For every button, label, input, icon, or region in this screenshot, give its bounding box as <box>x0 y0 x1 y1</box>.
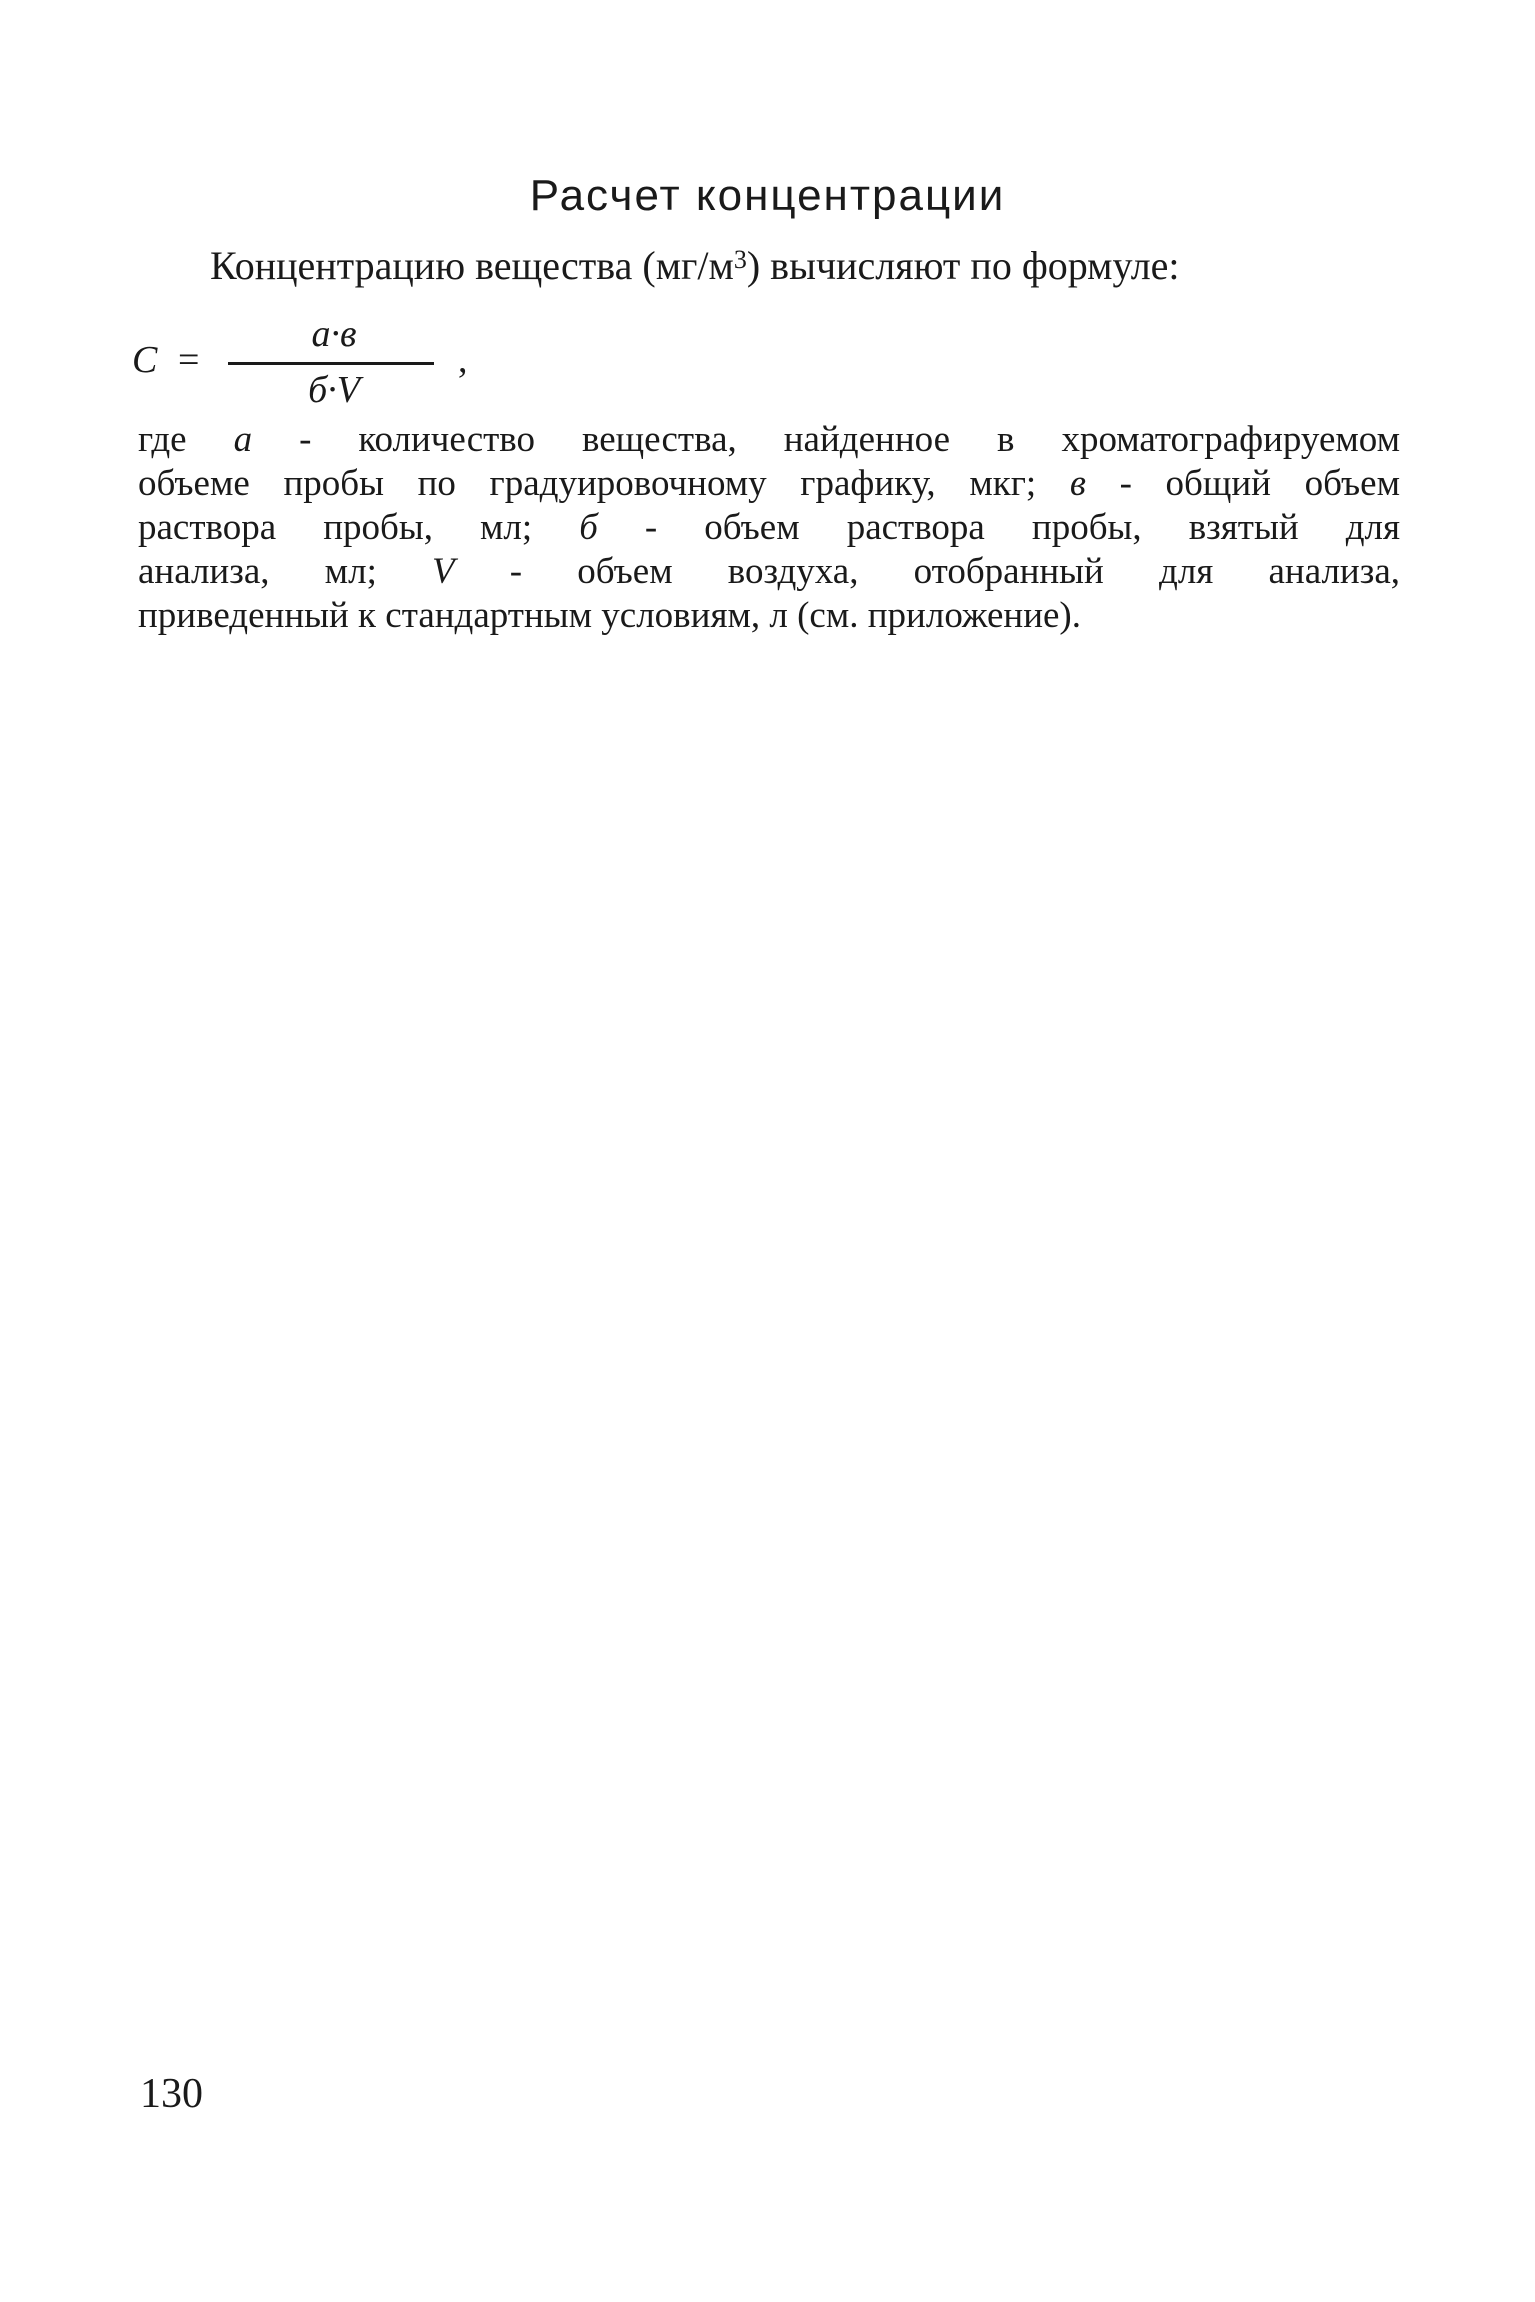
legend-line-2-pre: объеме пробы по градуировочному графику, мкг; <box>138 463 1070 504</box>
formula-denominator: б·V <box>308 369 360 411</box>
section-heading: Расчет концентрации <box>529 171 1006 220</box>
legend-line-3-pre: раствора пробы, мл; <box>138 507 580 548</box>
intro-superscript: 3 <box>733 245 747 274</box>
legend-line-5: приведенный к стандартным условиям, л (см. приложение). <box>138 595 1081 636</box>
legend-line-3-post: - объем раствора пробы, взятый для <box>597 507 1400 548</box>
intro-sentence <box>210 240 1180 292</box>
legend-line-1-pre: где <box>138 419 234 460</box>
legend-line-1 <box>138 418 1400 462</box>
formula-numerator: a·в <box>311 313 357 355</box>
intro-text-before: Концентрацию вещества (мг/м <box>210 243 734 288</box>
legend-var-a: a <box>233 419 253 460</box>
page-number: 130 <box>140 2071 203 2117</box>
concentration-formula <box>132 308 552 418</box>
legend-line-1-post: - количество вещества, найденное в хроматографируемом <box>252 419 1400 460</box>
legend-line-4-pre: анализа, мл; <box>138 551 433 592</box>
fraction-bar <box>228 362 434 365</box>
intro-text-after: ) вычисляют по формуле: <box>746 243 1180 288</box>
formula-equals: = <box>178 339 200 381</box>
formula-comma: , <box>458 339 468 381</box>
legend-line-4-post: - объем воздуха, отобранный для анализа, <box>454 551 1400 592</box>
legend-var-v: в <box>1069 463 1086 504</box>
legend-line-2 <box>138 462 1400 506</box>
formula-lhs: C <box>132 339 158 381</box>
legend-line-4 <box>138 550 1400 594</box>
variable-legend <box>138 418 1400 638</box>
legend-var-b: б <box>579 507 598 548</box>
legend-line-2-post: - общий объем <box>1085 463 1400 504</box>
legend-line-3 <box>138 506 1400 550</box>
legend-var-volume: V <box>432 551 455 592</box>
